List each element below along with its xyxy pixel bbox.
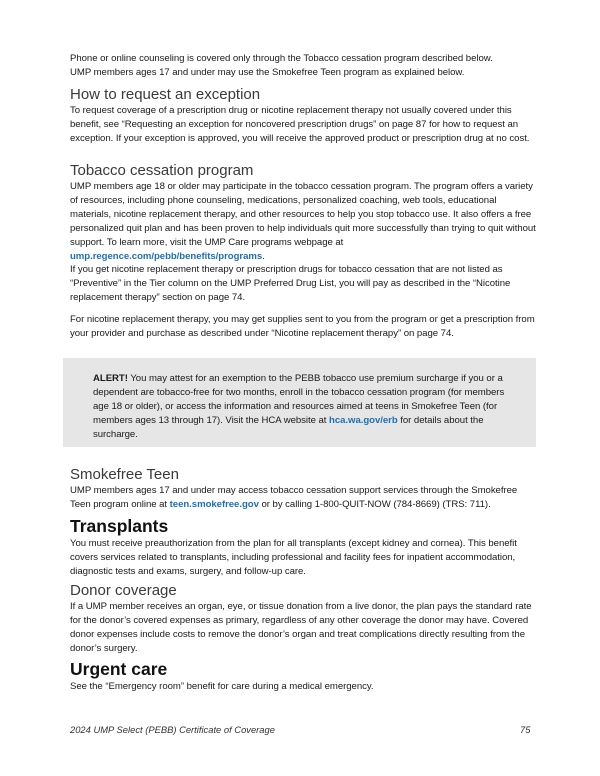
donor-heading: Donor coverage <box>70 582 177 599</box>
alert-text <box>93 372 513 442</box>
smokefree-body <box>70 484 538 512</box>
donor-body: If a UMP member receives an organ, eye, or tissue donation from a live donor, the plan pays the standard rate for the donor’s covered expenses as primary, regardless of any other coverage the donor may have. Covered donor expenses include costs to remove the donor’s organ and treat complications directly resulting from the donor’s surgery. <box>70 601 532 654</box>
urgent-body: See the “Emergency room” benefit for care during a medical emergency. <box>70 681 374 692</box>
intro-line-2: UMP members ages 17 and under may use the Smokefree Teen program as explained below. <box>70 67 465 78</box>
tobacco-link-suffix: . <box>262 251 265 262</box>
ump-programs-link[interactable]: ump.regence.com/pebb/benefits/programs <box>70 251 263 262</box>
alert-box <box>63 358 536 447</box>
alert-body: You may attest for an exemption to the PEBB tobacco use premium surcharge if you or a dependent are tobacco-free for two months, enroll in the tobacco cessation program (for members age 18 or older), or access the information and resources aimed at teens in Smokefree Teen (for members ages 13 through 17). Visit the HCA website at <box>93 373 505 426</box>
smokefree-body-before: UMP members ages 17 and under may access tobacco cessation support services through the Smokefree Teen program online at <box>70 485 518 510</box>
footer-title: 2024 UMP Select (PEBB) Certificate of Coverage <box>70 724 275 735</box>
exception-heading: How to request an exception <box>70 86 261 103</box>
tobacco-para-3 <box>70 313 538 341</box>
tobacco-para-2 <box>70 263 538 305</box>
urgent-section <box>70 659 538 694</box>
hca-erb-link[interactable]: hca.wa.gov/erb <box>329 415 398 426</box>
intro-line-1: Phone or online counseling is covered only through the Tobacco cessation program described below. <box>70 53 493 64</box>
page-number: 75 <box>520 724 531 735</box>
smokefree-section <box>70 466 538 512</box>
tobacco-heading: Tobacco cessation program <box>70 162 254 179</box>
teen-smokefree-link[interactable]: teen.smokefree.gov <box>169 499 259 510</box>
transplants-body: You must receive preauthorization from the plan for all transplants (except kidney and cornea). This benefit covers services related to transplants, including professional and facility fees for inpatient accommodation, diagnostic tests and exams, surgery, and follow-up care. <box>70 538 517 577</box>
smokefree-body-after: or by calling 1-800-QUIT-NOW (784-8669) (TRS: 711). <box>258 499 491 510</box>
tobacco-para-3-text: For nicotine replacement therapy, you may get supplies sent to you from the program or get a prescription from your provider and purchase as described under “Nicotine replacement therapy” on page 74. <box>70 314 535 339</box>
tobacco-body <box>70 180 538 264</box>
tobacco-section <box>70 162 538 264</box>
intro-paragraph <box>70 52 538 80</box>
exception-body: To request coverage of a prescription drug or nicotine replacement therapy not usually covered under this benefit, see “Requesting an exception for noncovered prescription drugs” on page 87 for how to request an exception. If your exception is approved, you will receive the approved product or prescription drug at no cost. <box>70 105 530 144</box>
donor-section <box>70 582 538 656</box>
tobacco-body-text: UMP members age 18 or older may participate in the tobacco cessation program. The program offers a variety of resources, including phone counseling, medications, personalized coaching, web tools, educational materials, nicotine replacement therapy, and other resources to help you stop tobacco use. It also offers a free personalized quit plan and has been proven to help individuals quit more successfully than trying to quit without support. To learn more, visit the UMP Care programs webpage at <box>70 181 536 248</box>
tobacco-para-2-text: If you get nicotine replacement therapy or prescription drugs for tobacco cessation that are not listed as “Preventive” in the Tier column on the UMP Preferred Drug List, you will pay as described in the “Nicotine replacement therapy” section on page 74. <box>70 264 511 303</box>
transplants-heading: Transplants <box>70 516 169 536</box>
exception-section <box>70 86 538 146</box>
alert-suffix: for details about the surcharge. <box>93 415 484 440</box>
transplants-section <box>70 516 538 579</box>
alert-label: ALERT! <box>93 373 128 384</box>
urgent-heading: Urgent care <box>70 659 168 679</box>
smokefree-heading: Smokefree Teen <box>70 466 179 483</box>
